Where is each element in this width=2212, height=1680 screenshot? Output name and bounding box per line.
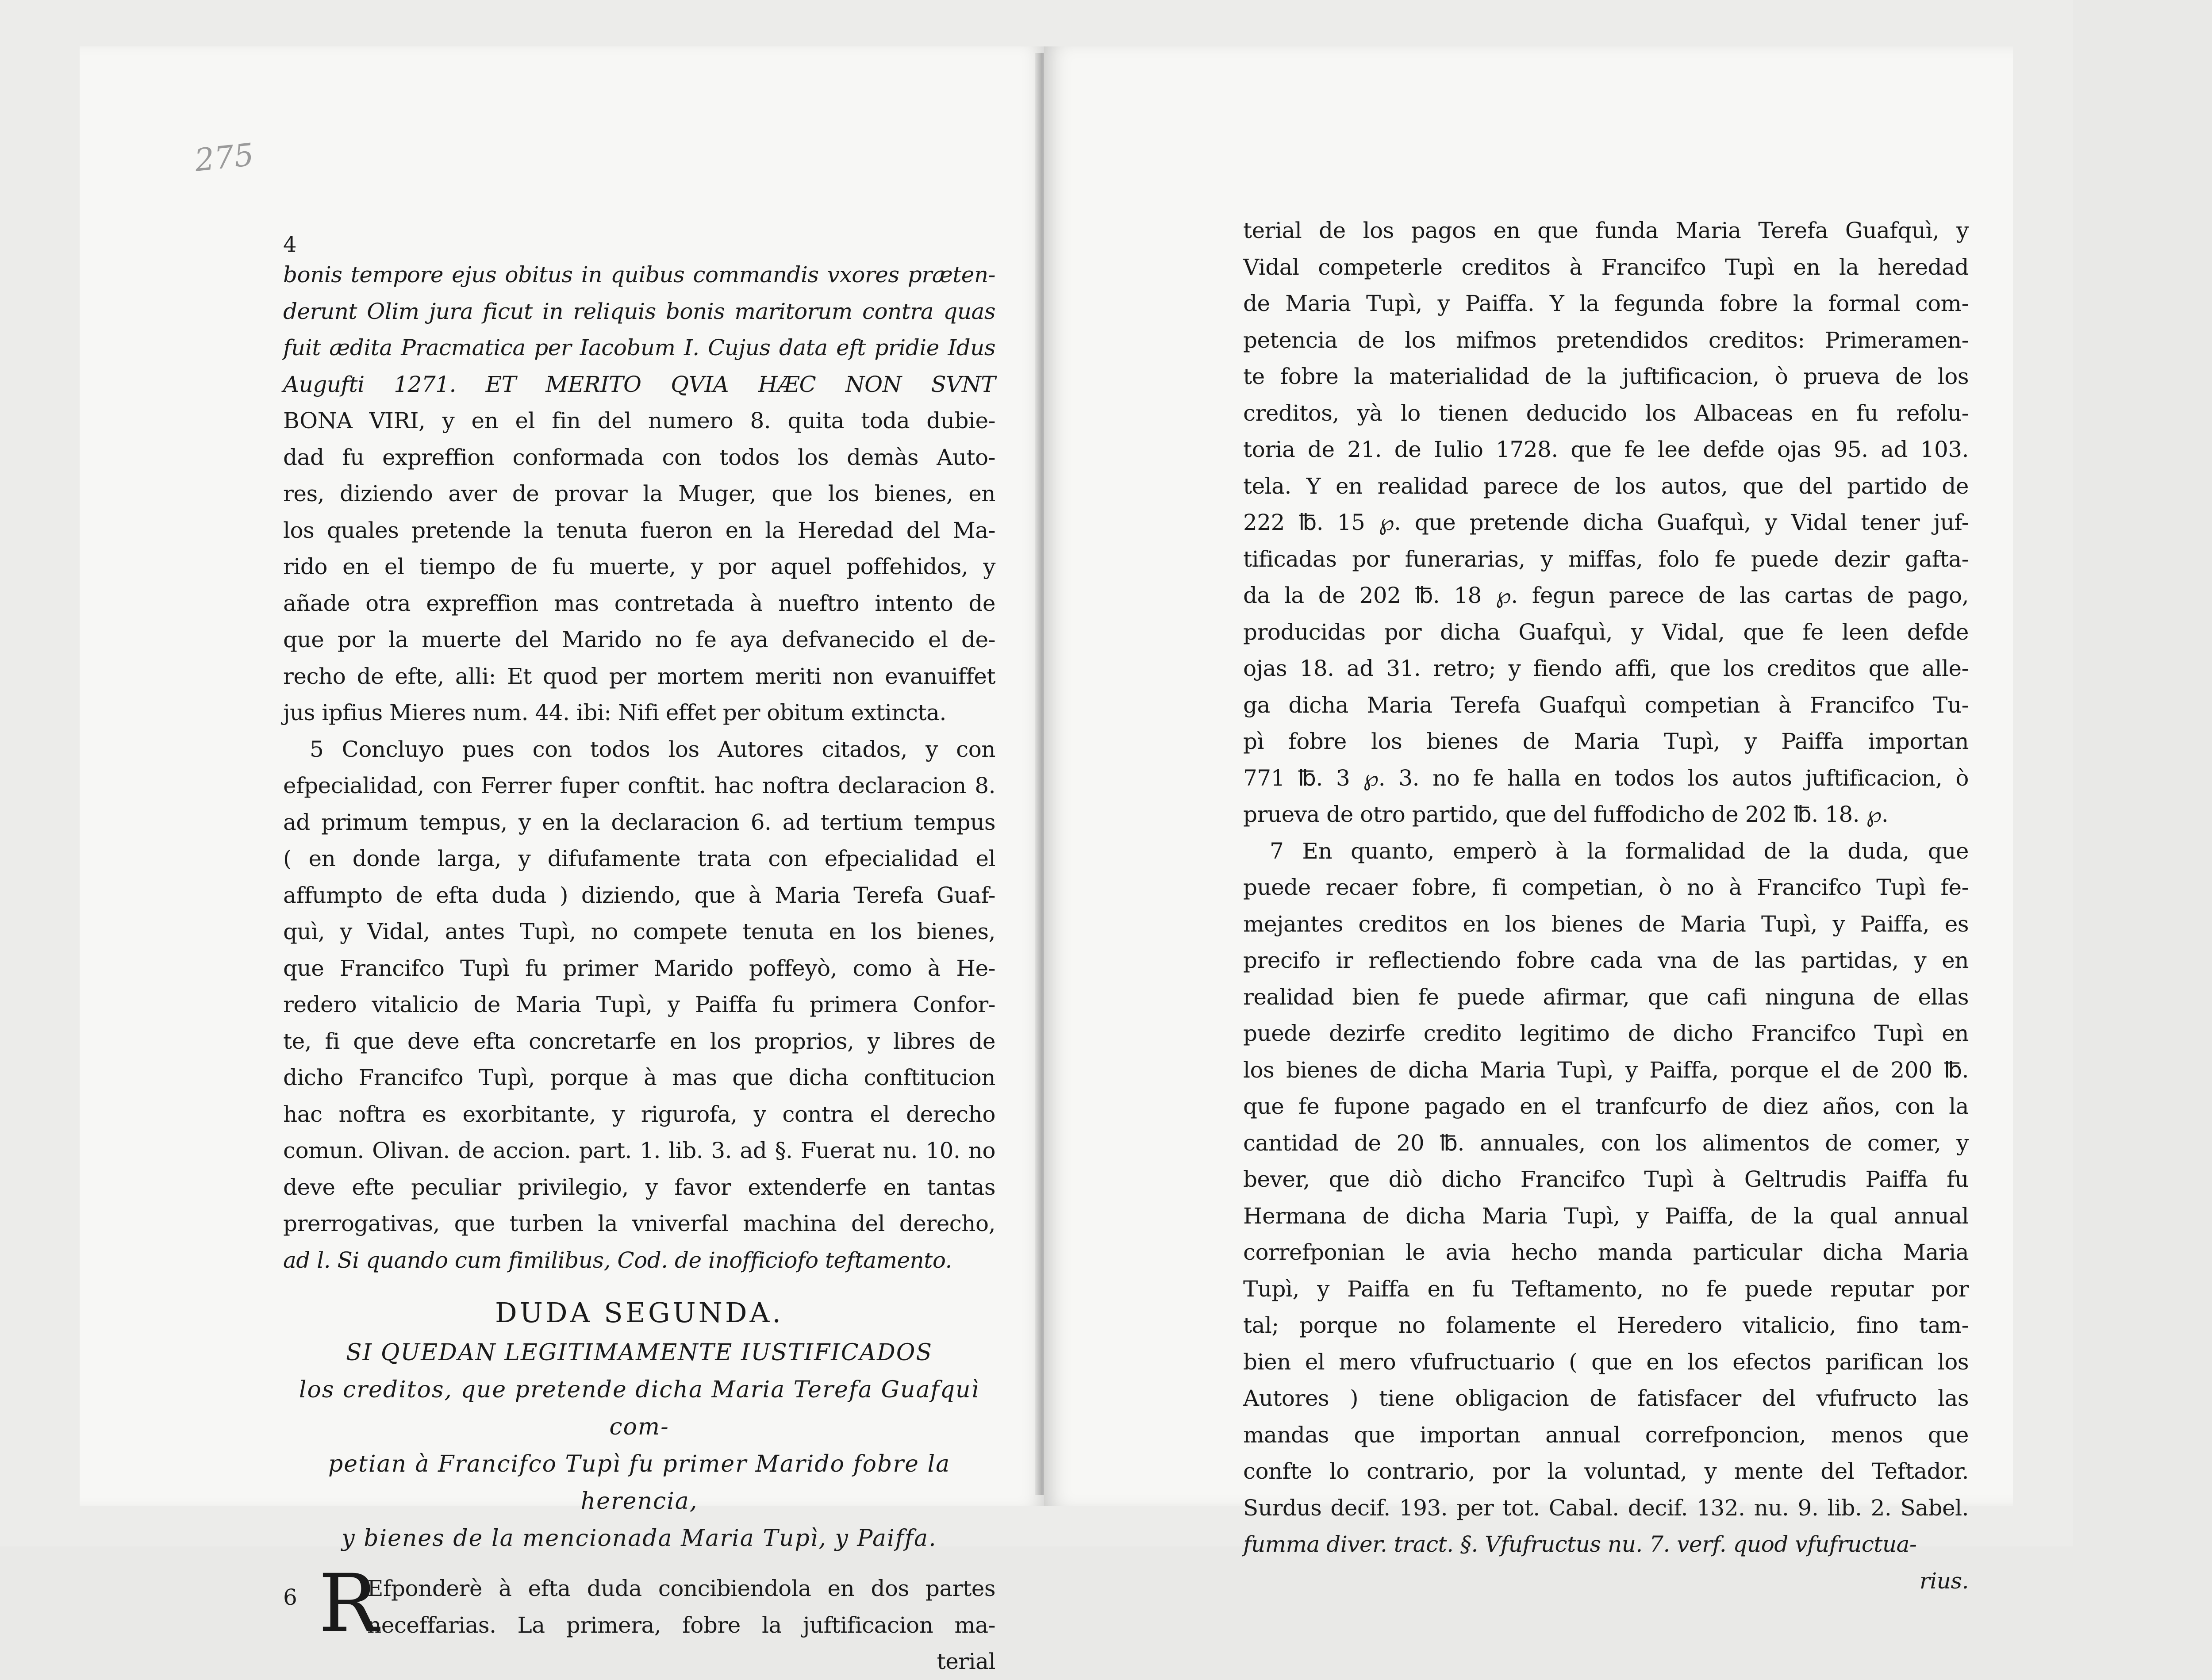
left-page-text (283, 257, 995, 1680)
right-line: precifo ir reflectiendo fobre cada vna de las partidas, y en (1243, 947, 1969, 973)
right-line: mandas que importan annual correfponcion, menos que (1243, 1422, 1969, 1448)
right-line: puede dezirfe credito legitimo de dicho Francifco Tupì en (1243, 1020, 1969, 1046)
right-line: toria de 21. de Iulio 1728. que fe lee defde ojas 95. ad 103. (1243, 437, 1969, 462)
left-line: ( en donde larga, y difufamente trata con efpecialidad el (283, 846, 995, 871)
right-line: pì fobre los bienes de Maria Tupì, y Paiffa importan (1243, 729, 1969, 754)
right-page (1044, 46, 2013, 1594)
subhead-line: petian à Francifco Tupì fu primer Marido fobre la herencia, (328, 1451, 951, 1515)
left-line: bonis tempore ejus obitus in quibus commandis vxores præten- (283, 262, 995, 288)
right-line: Vidal competerle creditos à Francifco Tupì en la heredad (1243, 254, 1969, 280)
right-line: realidad bien fe puede afirmar, que cafi ninguna de ellas (1243, 984, 1969, 1010)
right-line: ojas 18. ad 31. retro; y fiendo affi, que los creditos que alle- (1243, 656, 1969, 681)
paragraph-6-line-1: Efponderè à efta duda concibiendola en dos partes (367, 1576, 995, 1601)
left-corner-mark: 275 (193, 136, 256, 179)
left-line: rido en el tiempo de fu muerte, y por aquel poffehidos, y (283, 554, 995, 579)
left-line: Augufti 1271. ET MERITO QVIA HÆC NON SVNT (283, 371, 995, 397)
left-line: que Francifco Tupì fu primer Marido poffeyò, como à He- (283, 955, 995, 981)
left-line: BONA VIRI, y en el fin del numero 8. quita toda dubie- (283, 408, 995, 433)
paragraph-6 (283, 1557, 995, 1650)
right-line: tal; porque no folamente el Heredero vitalicio, fino tam- (1243, 1312, 1969, 1338)
drop-cap-letter: R (319, 1557, 379, 1650)
right-line: Surdus decif. 193. per tot. Cabal. decif. 132. nu. 9. lib. 2. Sabel. (1243, 1495, 1969, 1521)
right-line: 222 ℔. 15 ℘. que pretende dicha Guafquì, y Vidal tener juf- (1243, 510, 1969, 535)
right-line: creditos, yà lo tienen deducido los Albaceas en fu refolu- (1243, 400, 1969, 426)
right-line: 771 ℔. 3 ℘. 3. no fe halla en todos los autos juftificacion, ò (1243, 765, 1969, 791)
right-line: bever, que diò dicho Francifco Tupì à Geltrudis Paiffa fu (1243, 1166, 1969, 1192)
right-line: puede recaer fobre, fi competian, ò no à Francifco Tupì fe- (1243, 875, 1969, 900)
left-line: jus ipfius Mieres num. 44. ibi: Nifi effet per obitum extincta. (283, 700, 946, 725)
catchword: terial (937, 1649, 995, 1674)
right-line: terial de los pagos en que funda Maria Terefa Guafquì, y (1243, 218, 1969, 243)
left-line: affumpto de efta duda ) diziendo, que à Maria Terefa Guaf- (283, 882, 995, 908)
subhead-line: y bienes de la mencionada Maria Tupì, y Paiffa. (342, 1525, 937, 1552)
subhead-line: los creditos, que pretende dicha Maria Terefa Guafquì com- (299, 1377, 980, 1440)
left-line: dad fu expreffion conformada con todos los demàs Auto- (283, 444, 995, 470)
left-line: res, diziendo aver de provar la Muger, que los bienes, en (283, 481, 995, 506)
left-line: los quales pretende la tenuta fueron en la Heredad del Ma- (283, 517, 995, 543)
right-line: prueva de otro partido, que del fuffodicho de 202 ℔. 18. ℘. (1243, 802, 1889, 827)
right-line: los bienes de dicha Maria Tupì, y Paiffa, porque el de 200 ℔. (1243, 1057, 1969, 1083)
right-line: de Maria Tupì, y Paiffa. Y la fegunda fobre la formal com- (1243, 291, 1969, 316)
right-line: fumma diver. tract. §. Vfufructus nu. 7. verf. quod vfufructua- (1243, 1531, 1917, 1557)
left-line: ad primum tempus, y en la declaracion 6. ad tertium tempus (283, 809, 995, 835)
left-line: derunt Olim jura ficut in reliquis bonis maritorum contra quas (283, 298, 995, 324)
section-subhead (283, 1334, 995, 1557)
right-line: cantidad de 20 ℔. annuales, con los alimentos de comer, y (1243, 1130, 1969, 1156)
right-line: Hermana de dicha Maria Tupì, y Paiffa, de la qual annual (1243, 1203, 1969, 1229)
left-line: redero vitalicio de Maria Tupì, y Paiffa fu primera Confor- (283, 992, 995, 1017)
left-line: fuit ædita Pracmatica per Iacobum I. Cujus data eft pridie Idus (283, 335, 995, 361)
paragraph-number: 6 (283, 1584, 297, 1610)
right-line: da la de 202 ℔. 18 ℘. fegun parece de las cartas de pago, (1243, 583, 1969, 608)
left-line: añade otra expreffion mas contretada à nueftro intento de (283, 590, 995, 616)
left-line: deve efte peculiar privilegio, y favor extenderfe en tantas (283, 1174, 995, 1200)
left-line: que por la muerte del Marido no fe aya defvanecido el de- (283, 627, 995, 652)
left-page (80, 46, 1044, 1674)
left-line: 5 Concluyo pues con todos los Autores citados, y con (310, 736, 995, 762)
right-line: petencia de los mifmos pretendidos creditos: Primeramen- (1243, 327, 1969, 353)
left-line: hac noftra es exorbitante, y rigurofa, y contra el derecho (283, 1101, 995, 1127)
right-line: ga dicha Maria Terefa Guafquì competian à Francifco Tu- (1243, 692, 1969, 718)
right-page-text (1243, 212, 1969, 1599)
left-line: dicho Francifco Tupì, porque à mas que dicha conftitucion (283, 1065, 995, 1090)
right-line: Tupì, y Paiffa en fu Teftamento, no fe puede reputar por (1243, 1276, 1969, 1302)
left-line: comun. Olivan. de accion. part. 1. lib. 3. ad §. Fuerat nu. 10. no (283, 1138, 995, 1163)
right-line: mejantes creditos en los bienes de Maria Tupì, y Paiffa, es (1243, 911, 1969, 937)
left-body-lines (283, 257, 995, 1278)
left-page-number: 4 (283, 232, 297, 257)
right-line: correfponian le avia hecho manda particular dicha Maria (1243, 1239, 1969, 1265)
right-line: producidas por dicha Guafquì, y Vidal, que fe leen defde (1243, 619, 1969, 645)
subhead-line: SI QUEDAN LEGITIMAMENTE IUSTIFICADOS (346, 1339, 933, 1366)
left-line: ad l. Si quando cum fimilibus, Cod. de inofficiofo teftamento. (283, 1247, 952, 1273)
right-line: que fe fupone pagado en el tranfcurfo de diez años, con la (1243, 1093, 1969, 1119)
right-line: 7 En quanto, emperò à la formalidad de la duda, que (1270, 838, 1969, 864)
right-line: tela. Y en realidad parece de los autos, que del partido de (1243, 473, 1969, 499)
left-line: efpecialidad, con Ferrer fuper conftit. hac noftra declaracion 8. (283, 773, 995, 798)
left-line: prerrogativas, que turben la vniverfal machina del derecho, (283, 1211, 995, 1236)
right-line: confte lo contrario, por la voluntad, y mente del Teftador. (1243, 1458, 1969, 1484)
right-line: bien el mero vfufructuario ( que en los efectos parifican los (1243, 1349, 1969, 1375)
paragraph-6-line-2: neceffarias. La primera, fobre la juftificacion ma- (367, 1612, 995, 1638)
catchword: rius. (1919, 1568, 1969, 1594)
left-line: quì, y Vidal, antes Tupì, no compete tenuta en los bienes, (283, 919, 995, 944)
left-line: recho de efte, alli: Et quod per mortem meriti non evanuiffet (283, 663, 995, 689)
right-body-lines (1243, 212, 1969, 1563)
right-line: te fobre la materialidad de la juftificacion, ò prueva de los (1243, 364, 1969, 389)
right-line: tificadas por funerarias, y miffas, folo fe puede dezir gafta- (1243, 546, 1969, 572)
section-heading: DUDA SEGUNDA. (495, 1296, 784, 1329)
right-line: Autores ) tiene obligacion de fatisfacer del vfufructo las (1243, 1385, 1969, 1411)
left-line: te, fi que deve efta concretarfe en los proprios, y libres de (283, 1028, 995, 1054)
